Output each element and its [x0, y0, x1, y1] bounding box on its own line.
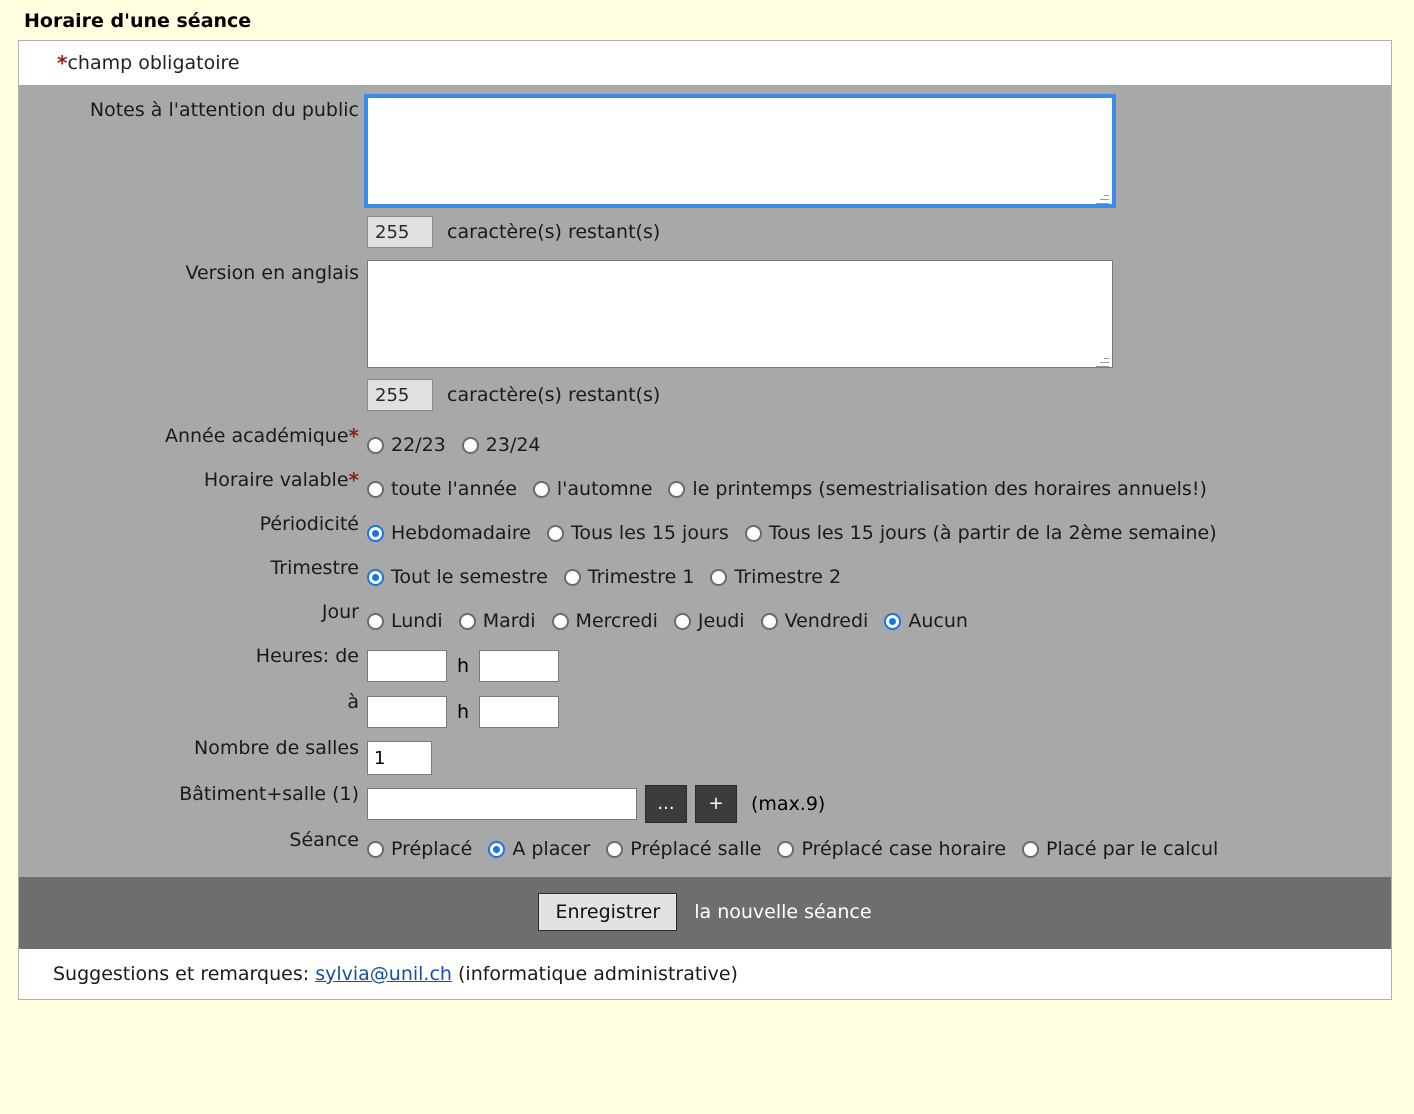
building-room-label: Bâtiment+salle (1): [179, 783, 359, 805]
radio-option-preplaced-slot[interactable]: [777, 838, 1006, 860]
academic-year-label: [19, 423, 367, 449]
schedule-validity-radio-group: [367, 467, 1223, 511]
form-footer: [19, 877, 1391, 949]
building-room-input[interactable]: [367, 788, 637, 820]
hours-from-label: Heures: de: [255, 645, 359, 667]
building-browse-button[interactable]: ...: [645, 785, 687, 823]
radio-label: Aucun: [908, 610, 968, 632]
public-notes-remaining-count: 255: [367, 216, 433, 248]
radio-icon[interactable]: [1022, 841, 1039, 858]
public-notes-textarea-wrap: [367, 97, 1113, 209]
radio-option-trimester-2[interactable]: [710, 566, 841, 588]
row-session-type: [19, 827, 1391, 871]
trimester-field: [367, 555, 1391, 599]
radio-icon[interactable]: [777, 841, 794, 858]
radio-icon[interactable]: [367, 613, 384, 630]
radio-option-none[interactable]: [884, 610, 968, 632]
radio-icon[interactable]: [552, 613, 569, 630]
rooms-count-field: [367, 735, 1391, 781]
row-academic-year: [19, 423, 1391, 467]
radio-option-preplaced-room[interactable]: [606, 838, 761, 860]
form-body: [19, 85, 1391, 877]
hours-to-field: [367, 689, 1391, 735]
radio-label: Préplacé case horaire: [801, 838, 1007, 860]
hour-separator-from: h: [457, 655, 470, 677]
save-caption: la nouvelle séance: [694, 901, 872, 923]
hours-from-minute-input[interactable]: [479, 650, 559, 682]
radio-label: Tous les 15 jours: [570, 522, 729, 544]
hours-from-hour-input[interactable]: [367, 650, 447, 682]
public-notes-field: [367, 97, 1391, 209]
session-type-field: [367, 827, 1391, 871]
radio-label: Mercredi: [575, 610, 658, 632]
radio-icon[interactable]: [367, 525, 384, 542]
radio-option-to-place[interactable]: [488, 838, 590, 860]
radio-option-friday[interactable]: [761, 610, 869, 632]
row-public-notes: [19, 97, 1391, 209]
radio-label: A placer: [512, 838, 591, 860]
radio-icon[interactable]: [459, 613, 476, 630]
english-counter-row: [367, 379, 660, 411]
schedule-validity-field: [367, 467, 1391, 511]
radio-option-biweekly[interactable]: [547, 522, 729, 544]
radio-option-trimester-1[interactable]: [564, 566, 695, 588]
schedule-form: [18, 40, 1392, 1000]
contact-email-link[interactable]: sylvia@unil.ch: [315, 963, 452, 985]
english-remaining-count: 255: [367, 379, 433, 411]
radio-label: Mardi: [482, 610, 536, 632]
radio-icon[interactable]: [710, 569, 727, 586]
radio-label: Trimestre 2: [734, 566, 842, 588]
trimester-label: Trimestre: [270, 557, 359, 579]
radio-icon[interactable]: [367, 569, 384, 586]
row-day: [19, 599, 1391, 643]
hour-separator-to: h: [457, 701, 470, 723]
radio-label: le printemps (semestrialisation des horaires annuels!): [692, 478, 1207, 500]
session-type-label: Séance: [289, 829, 359, 851]
english-counter-text: caractère(s) restant(s): [447, 384, 661, 406]
radio-icon[interactable]: [367, 437, 384, 454]
public-notes-counter-row: [367, 216, 660, 248]
hours-to-label: à: [347, 691, 359, 713]
day-field: [367, 599, 1391, 643]
page-title: Horaire d'une séance: [24, 10, 252, 32]
hours-from-inputs: [367, 643, 559, 689]
radio-option-validity-year[interactable]: [367, 478, 517, 500]
row-hours-to: [19, 689, 1391, 735]
periodicity-field: [367, 511, 1391, 555]
radio-icon[interactable]: [745, 525, 762, 542]
radio-option-full-semester[interactable]: [367, 566, 548, 588]
row-building-room: [19, 781, 1391, 827]
schedule-validity-label-text: Horaire valable: [203, 469, 349, 491]
session-type-radio-group: [367, 827, 1234, 871]
radio-option-monday[interactable]: [367, 610, 443, 632]
radio-icon[interactable]: [668, 481, 685, 498]
required-asterisk-icon: *: [348, 468, 359, 492]
radio-label: Préplacé salle: [630, 838, 762, 860]
row-english-counter: [19, 372, 1391, 423]
radio-option-thursday[interactable]: [674, 610, 745, 632]
schedule-validity-label: [19, 467, 367, 493]
row-public-notes-counter: [19, 209, 1391, 260]
hours-to-hour-input[interactable]: [367, 696, 447, 728]
radio-label: Tous les 15 jours (à partir de la 2ème semaine): [768, 522, 1217, 544]
contact-prefix: Suggestions et remarques:: [53, 963, 310, 985]
radio-option-validity-spring[interactable]: [668, 478, 1206, 500]
radio-label: Tout le semestre: [391, 566, 548, 588]
day-radio-group: [367, 599, 984, 643]
public-notes-counter-text: caractère(s) restant(s): [447, 221, 661, 243]
radio-option-biweekly-from-second[interactable]: [745, 522, 1217, 544]
radio-option-weekly[interactable]: [367, 522, 531, 544]
radio-option-wednesday[interactable]: [552, 610, 658, 632]
radio-icon[interactable]: [367, 841, 384, 858]
hours-to-inputs: [367, 689, 559, 735]
radio-icon[interactable]: [761, 613, 778, 630]
radio-icon[interactable]: [533, 481, 550, 498]
row-hours-from: [19, 643, 1391, 689]
row-rooms-count: [19, 735, 1391, 781]
radio-icon[interactable]: [606, 841, 623, 858]
english-version-field: [367, 260, 1391, 372]
radio-label: 22/23: [391, 434, 446, 456]
radio-icon[interactable]: [462, 437, 479, 454]
radio-label: Trimestre 1: [587, 566, 695, 588]
radio-option-computed[interactable]: [1022, 838, 1218, 860]
radio-label: toute l'année: [391, 478, 517, 500]
public-notes-counter-field: [367, 209, 1391, 260]
radio-option-preplaced[interactable]: [367, 838, 472, 860]
building-add-button[interactable]: +: [695, 785, 737, 823]
radio-label: Placé par le calcul: [1046, 838, 1219, 860]
radio-option-validity-autumn[interactable]: [533, 478, 653, 500]
radio-option-tuesday[interactable]: [459, 610, 536, 632]
radio-icon[interactable]: [367, 481, 384, 498]
english-version-textarea-wrap: [367, 260, 1113, 372]
academic-year-radio-group: [367, 423, 557, 467]
building-room-controls: [367, 781, 825, 827]
hours-from-field: [367, 643, 1391, 689]
required-asterisk-icon: *: [348, 424, 359, 448]
english-version-label: Version en anglais: [185, 262, 359, 284]
trimester-radio-group: [367, 555, 857, 599]
english-version-textarea[interactable]: [367, 260, 1113, 368]
public-notes-textarea[interactable]: [367, 97, 1113, 205]
hours-to-minute-input[interactable]: [479, 696, 559, 728]
periodicity-label: Périodicité: [259, 513, 359, 535]
rooms-count-input-wrap: [367, 735, 432, 781]
required-asterisk-icon: *: [57, 51, 68, 75]
radio-option-year-2223[interactable]: [367, 434, 446, 456]
rooms-count-input[interactable]: [367, 741, 432, 775]
building-max-note: (max.9): [751, 793, 826, 815]
academic-year-label-text: Année académique: [164, 425, 349, 447]
radio-label: Lundi: [391, 610, 443, 632]
academic-year-field: [367, 423, 1391, 467]
radio-icon[interactable]: [674, 613, 691, 630]
contact-note: [19, 949, 1391, 999]
contact-suffix: (informatique administrative): [458, 963, 738, 985]
save-button[interactable]: Enregistrer: [538, 893, 677, 931]
radio-option-year-2324[interactable]: [462, 434, 541, 456]
public-notes-label: Notes à l'attention du public: [89, 99, 359, 121]
radio-label: Vendredi: [784, 610, 869, 632]
radio-label: 23/24: [485, 434, 541, 456]
english-counter-field: [367, 372, 1391, 423]
radio-icon[interactable]: [564, 569, 581, 586]
radio-icon[interactable]: [884, 613, 901, 630]
row-trimester: [19, 555, 1391, 599]
row-english-version: [19, 260, 1391, 372]
radio-label: l'automne: [556, 478, 653, 500]
radio-icon[interactable]: [547, 525, 564, 542]
required-field-note: [19, 41, 1391, 85]
radio-label: Jeudi: [697, 610, 745, 632]
required-note-text: champ obligatoire: [67, 52, 240, 74]
radio-icon[interactable]: [488, 841, 505, 858]
radio-label: Préplacé: [391, 838, 473, 860]
row-schedule-validity: [19, 467, 1391, 511]
day-label: Jour: [321, 601, 359, 623]
row-periodicity: [19, 511, 1391, 555]
periodicity-radio-group: [367, 511, 1233, 555]
building-room-field: [367, 781, 1391, 827]
rooms-count-label: Nombre de salles: [193, 737, 359, 759]
radio-label: Hebdomadaire: [391, 522, 531, 544]
